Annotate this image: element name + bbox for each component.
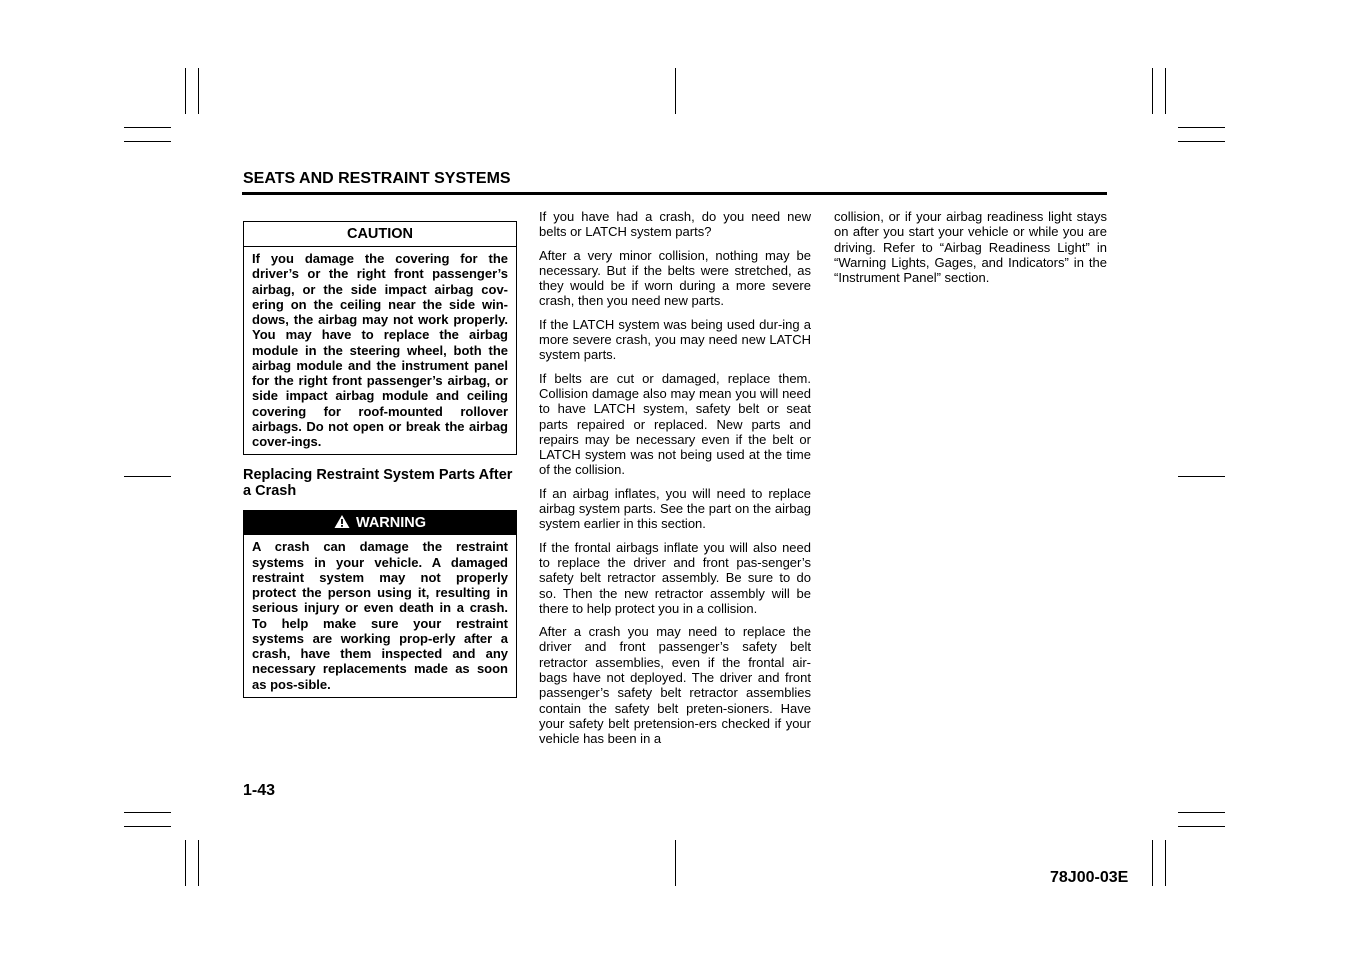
column-3: [834, 209, 1107, 293]
caution-text: If you damage the covering for the driver’s or the right front passenger’s airbag, or the side impact airbag cov-ering on the ceiling near the side win-dows, the airbag may not work properly. You may have to replace the airbag module in the steering wheel, both the airbag module and the instrument panel for the right front passenger’s airbag, or side impact airbag module and ceiling covering for roof-mounted rollover airbags. Do not open or break the airbag cover-ings.: [252, 251, 508, 449]
warning-label: WARNING: [355, 515, 427, 532]
document-code: 78J00-03E: [1050, 869, 1129, 886]
warning-text: A crash can damage the restraint systems in your vehicle. A damaged restraint system may not properly protect the person using it, resulting in serious injury or even death in a crash. To help make sure your restraint systems are working prop-erly after a crash, have them inspected and any necessary replacements made as soon as pos-sible.: [252, 539, 508, 692]
warning-box: [243, 510, 517, 698]
column-2: [539, 209, 811, 755]
section-title: SEATS AND RESTRAINT SYSTEMS: [243, 170, 511, 187]
body-paragraph: After a crash you may need to replace the driver and front passenger’s safety belt retractor assemblies, even if the frontal air-bags have not deployed. The driver and front passenger’s safety belt retractor assemblies contain the safety belt preten-sioners. Have your safety belt pretension-ers checked if your vehicle has been in a: [539, 624, 811, 747]
warning-triangle-icon: [334, 514, 350, 529]
title-rule: [242, 192, 1107, 195]
caution-label: CAUTION: [244, 222, 516, 247]
caution-box: [243, 221, 517, 455]
section-heading: Replacing Restraint System Parts After a Crash: [243, 467, 513, 500]
column-1: [243, 209, 516, 698]
warning-header: [244, 511, 516, 535]
body-paragraph: If belts are cut or damaged, replace them. Collision damage also may mean you will need to have LATCH system, safety belt or seat parts repaired or replaced. New parts and repairs may be necessary even if the belt or LATCH system was not being used at the time of the collision.: [539, 370, 811, 478]
page-number: 1-43: [243, 782, 276, 799]
body-paragraph: If the frontal airbags inflate you will also need to replace the driver and front pas-senger’s safety belt retractor assembly. Be sure to do so. Then the new retractor assembly will be there to help protect you in a collision.: [539, 539, 811, 616]
body-paragraph: collision, or if your airbag readiness light stays on after you start your vehicle or while you are driving. Refer to “Airbag Readiness Light” in “Warning Lights, Gages, and Indicators” in the “Instrument Panel” section.: [834, 209, 1107, 286]
body-paragraph: If an airbag inflates, you will need to replace airbag system parts. See the part on the airbag system earlier in this section.: [539, 485, 811, 532]
body-paragraph: After a very minor collision, nothing may be necessary. But if the belts were stretched, as they would be if worn during a more severe crash, then you need new parts.: [539, 247, 811, 309]
body-paragraph: If you have had a crash, do you need new belts or LATCH system parts?: [539, 209, 811, 240]
body-paragraph: If the LATCH system was being used dur-ing a more severe crash, you may need new LATCH system parts.: [539, 316, 811, 363]
